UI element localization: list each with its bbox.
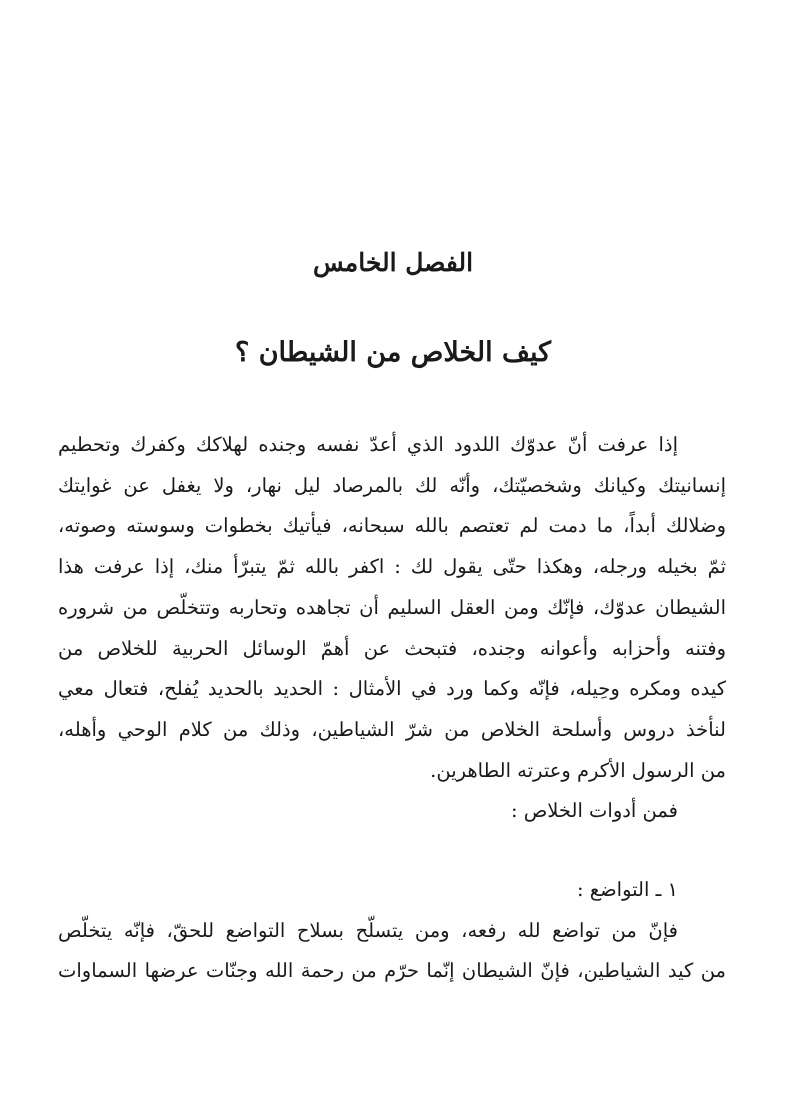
text-line: إذا عرفت أنّ عدوّك اللدود الذي أعدّ نفسه وجنده لهلاكك وكفرك وتحطيم [58,433,678,456]
page-body [58,425,726,992]
tools-heading [58,791,726,832]
text-line: وضلالك أبداً، ما دمت لم تعتصم بالله سبحانه، فيأتيك بخطوات وسوسته وصوته، [58,514,726,538]
text-line: الشيطان عدوّك، فإنّك ومن العقل السليم أن تجاهده وتحاربه وتتخلّص من شروره [58,595,726,619]
text-line: إنسانيتك وكيانك وشخصيّتك، وأنّه لك بالمرصاد ليل نهار، ولا يغفل عن غوايتك [58,473,726,497]
text-line: كيده ومكره وحِيله، فإنّه وكما ورد في الأمثال : الحديد بالحديد يُفلح، فتعال معي [58,677,726,701]
text-line: من كيد الشياطين، فإنّ الشيطان إنّما حرّم من رحمة الله وجنّات عرضها السماوات [58,959,726,983]
text-line: وفتنه وأحزابه وأعوانه وجنده، فتبحث عن أهمّ الوسائل الحربية للخلاص من [58,636,726,660]
item-heading-humility [58,870,726,911]
text-line: فإنّ من تواضع لله رفعه، ومن يتسلّح بسلاح التواضع للحقّ، فإنّه يتخلّص [58,918,678,942]
chapter-subtitle: كيف الخلاص من الشيطان ؟ [235,337,551,368]
section-gap [58,832,726,870]
text-line: ثمّ بخيله ورجله، وهكذا حتّى يقول لك : اكفر بالله ثمّ يتبرّأ منك، إذا عرفت هذا [58,555,726,579]
chapter-title: الفصل الخامس [312,248,474,277]
paragraph-humility [58,911,726,992]
text-line: من الرسول الأكرم وعترته الطاهرين. [430,758,726,782]
text-line: لنأخذ دروس وأسلحة الخلاص من شرّ الشياطين، وذلك من كلام الوحي وأهله، [58,717,726,741]
paragraph-intro [58,425,726,791]
text-line: ١ ـ التواضع : [576,878,678,902]
text-line: فمن أدوات الخلاص : [510,799,678,823]
